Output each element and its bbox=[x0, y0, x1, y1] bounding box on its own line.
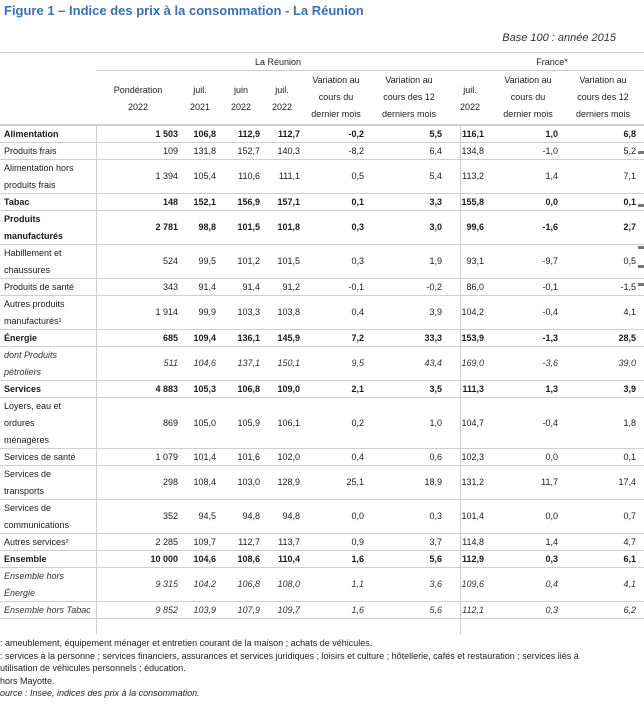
column-header-fr-juil2022 bbox=[448, 82, 492, 116]
header-line: Variation au bbox=[312, 75, 360, 85]
cell-juin2022: 105,9 bbox=[237, 417, 260, 428]
column-header-var-mois bbox=[302, 72, 370, 123]
header-line: Variation au bbox=[385, 75, 433, 85]
source-note: ource : Insee, indices des prix à la consommation. bbox=[0, 688, 200, 698]
cell-juin2022: 112,7 bbox=[238, 536, 260, 547]
row-label-line: Tabac bbox=[4, 196, 30, 207]
row-label bbox=[4, 466, 92, 499]
cell-ponderation: 1 394 bbox=[155, 171, 178, 181]
cell-juil2022: 113,7 bbox=[278, 536, 300, 547]
header-line: Variation au bbox=[579, 75, 627, 85]
cell-juil2021: 106,8 bbox=[193, 128, 216, 139]
header-line: cours des 12 bbox=[383, 92, 435, 102]
column-header-fr-var-mois bbox=[492, 72, 564, 123]
cell-juil2021: 109,7 bbox=[193, 536, 216, 547]
row-label bbox=[4, 160, 92, 193]
cell-juil2021: 99,5 bbox=[198, 256, 216, 266]
row-label bbox=[4, 330, 92, 346]
row-label-line: Produits frais bbox=[4, 145, 57, 156]
row-label-line: ordures bbox=[4, 417, 35, 428]
cell-var-mois: 0,3 bbox=[351, 222, 364, 232]
row-label bbox=[4, 347, 92, 380]
cell-juil2021: 104,6 bbox=[193, 358, 216, 368]
cell-juin2022: 101,6 bbox=[237, 451, 260, 462]
cell-juil2022: 102,0 bbox=[277, 451, 300, 462]
cell-var-mois: 1,1 bbox=[351, 579, 364, 589]
cell-juil2022: 103,8 bbox=[277, 307, 300, 317]
cell-var-mois: 0,4 bbox=[351, 451, 364, 462]
row-label bbox=[4, 398, 92, 448]
cell-fr-var-mois: -1,3 bbox=[542, 332, 558, 343]
column-header-ponderation bbox=[96, 82, 180, 116]
row-label-line: Autres services² bbox=[4, 536, 69, 547]
scroll-mark bbox=[638, 265, 644, 268]
cell-juil2022: 140,3 bbox=[277, 145, 300, 156]
cell-juil2022: 112,7 bbox=[277, 128, 300, 139]
row-label-line: produits frais bbox=[4, 179, 56, 190]
cell-var-mois: 1,6 bbox=[351, 553, 364, 564]
cell-var-12: 1,0 bbox=[429, 417, 442, 428]
cell-fr-var-mois: 0,0 bbox=[545, 451, 558, 462]
cell-var-mois: 0,4 bbox=[351, 307, 364, 317]
cell-var-mois: 0,0 bbox=[351, 511, 364, 521]
cell-var-12: 6,4 bbox=[429, 145, 442, 156]
header-line: cours des 12 bbox=[577, 92, 629, 102]
cell-juil2022: 145,9 bbox=[277, 332, 300, 343]
cell-juin2022: 106,8 bbox=[237, 579, 260, 589]
cell-juil2022: 109,7 bbox=[277, 604, 300, 615]
row-label-line: Ensemble hors bbox=[4, 570, 65, 581]
cell-fr-var-mois: -3,6 bbox=[542, 358, 558, 368]
cell-fr-var-12: 5,2 bbox=[623, 145, 636, 156]
cell-fr-var-mois: 1,0 bbox=[545, 128, 558, 139]
row-label bbox=[4, 500, 92, 533]
cell-fr-var-12: -1,5 bbox=[620, 281, 636, 292]
cell-juin2022: 101,2 bbox=[237, 256, 260, 266]
cell-fr-var-12: 6,8 bbox=[623, 128, 636, 139]
cell-ponderation: 2 285 bbox=[155, 536, 178, 547]
cell-fr-juil2022: 101,4 bbox=[461, 511, 484, 521]
cell-juin2022: 103,0 bbox=[237, 477, 260, 487]
row-label bbox=[4, 551, 92, 567]
cell-fr-juil2022: 116,1 bbox=[461, 128, 484, 139]
cell-var-mois: 2,1 bbox=[351, 383, 364, 394]
column-separator bbox=[460, 124, 461, 634]
cell-var-mois: 1,6 bbox=[351, 604, 364, 615]
footnotes bbox=[0, 637, 644, 700]
cell-juin2022: 106,8 bbox=[237, 383, 260, 394]
cell-fr-var-mois: -0,4 bbox=[542, 417, 558, 428]
cell-fr-var-12: 0,1 bbox=[623, 451, 636, 462]
cell-juil2022: 111,1 bbox=[278, 171, 300, 181]
column-header-var-12 bbox=[370, 72, 448, 123]
column-header-juin2022 bbox=[220, 82, 262, 116]
cell-var-mois: 0,1 bbox=[351, 196, 364, 207]
cell-fr-var-mois: 0,3 bbox=[545, 604, 558, 615]
row-label bbox=[4, 449, 92, 465]
header-line: derniers mois bbox=[575, 109, 631, 119]
cell-juil2022: 101,5 bbox=[277, 256, 300, 266]
cell-fr-var-12: 0,7 bbox=[623, 511, 636, 521]
cell-fr-juil2022: 109,6 bbox=[461, 579, 484, 589]
row-label-line: Loyers, eau et bbox=[4, 400, 62, 411]
cell-fr-var-12: 3,9 bbox=[623, 383, 636, 394]
cell-fr-var-12: 4,1 bbox=[623, 307, 636, 317]
cell-juin2022: 137,1 bbox=[237, 358, 260, 368]
cell-var-12: 5,5 bbox=[429, 128, 442, 139]
cell-var-mois: 0,9 bbox=[351, 536, 364, 547]
header-line: dernier mois bbox=[503, 109, 553, 119]
cell-juin2022: 136,1 bbox=[237, 332, 260, 343]
divider bbox=[0, 52, 644, 53]
cell-juil2022: 94,8 bbox=[282, 511, 300, 521]
header-line: 2022 bbox=[230, 102, 252, 112]
cell-fr-var-mois: 0,3 bbox=[545, 553, 558, 564]
cell-juin2022: 101,5 bbox=[237, 222, 260, 232]
header-line: juil. bbox=[193, 85, 207, 95]
row-label-line: ménagères bbox=[4, 434, 50, 445]
cell-juil2021: 105,0 bbox=[193, 417, 216, 428]
cell-var-mois: -0,2 bbox=[348, 128, 364, 139]
row-label bbox=[4, 194, 92, 210]
figure-title: Figure 1 – Indice des prix à la consommation - La Réunion bbox=[4, 3, 364, 18]
cell-var-mois: 0,5 bbox=[351, 171, 364, 181]
cell-var-12: 3,0 bbox=[429, 222, 442, 232]
cell-juil2021: 98,8 bbox=[198, 222, 216, 232]
cell-fr-var-12: 0,1 bbox=[623, 196, 636, 207]
cell-fr-juil2022: 131,2 bbox=[461, 477, 484, 487]
scroll-mark bbox=[638, 246, 644, 249]
cell-fr-var-12: 0,5 bbox=[623, 256, 636, 266]
cell-fr-juil2022: 99,6 bbox=[466, 222, 484, 232]
cell-fr-var-mois: 0,0 bbox=[545, 196, 558, 207]
cell-juil2021: 108,4 bbox=[193, 477, 216, 487]
cell-fr-var-mois: 0,0 bbox=[545, 511, 558, 521]
row-label bbox=[4, 211, 92, 244]
cell-ponderation: 10 000 bbox=[150, 553, 178, 564]
cell-fr-juil2022: 104,7 bbox=[461, 417, 484, 428]
cell-ponderation: 9 315 bbox=[155, 579, 178, 589]
divider bbox=[96, 70, 644, 71]
cell-juil2021: 152,1 bbox=[193, 196, 216, 207]
cell-var-mois: -0,1 bbox=[348, 281, 364, 292]
row-label bbox=[4, 279, 92, 295]
cell-var-mois: 0,2 bbox=[351, 417, 364, 428]
header-line: 2021 bbox=[189, 102, 211, 112]
cell-ponderation: 869 bbox=[162, 417, 178, 428]
row-label-line: Alimentation bbox=[4, 128, 59, 139]
cell-juin2022: 91,4 bbox=[242, 281, 260, 292]
cell-ponderation: 2 781 bbox=[155, 222, 178, 232]
cell-fr-var-12: 6,1 bbox=[623, 553, 636, 564]
cell-fr-var-12: 6,2 bbox=[623, 604, 636, 615]
cell-var-12: 3,5 bbox=[429, 383, 442, 394]
row-label-line: communications bbox=[4, 519, 70, 530]
cell-juin2022: 107,9 bbox=[237, 604, 260, 615]
cell-juin2022: 103,3 bbox=[237, 307, 260, 317]
row-label-line: Services de bbox=[4, 468, 52, 479]
cell-juin2022: 110,6 bbox=[238, 171, 260, 181]
cell-juil2021: 101,4 bbox=[193, 451, 216, 462]
row-label-line: manufacturés¹ bbox=[4, 315, 62, 326]
row-label-line: chaussures bbox=[4, 264, 51, 275]
scroll-mark bbox=[638, 283, 644, 286]
cell-juil2021: 105,4 bbox=[193, 171, 216, 181]
row-label-line: Énergie bbox=[4, 587, 36, 598]
cell-fr-var-12: 7,1 bbox=[623, 171, 636, 181]
cell-ponderation: 685 bbox=[162, 332, 178, 343]
cell-var-mois: 9,5 bbox=[351, 358, 364, 368]
cell-fr-var-mois: -0,4 bbox=[542, 307, 558, 317]
column-header-juil2021 bbox=[180, 82, 220, 116]
header-line: Variation au bbox=[504, 75, 552, 85]
group-header-reunion: La Réunion bbox=[254, 57, 302, 67]
cell-juil2022: 109,0 bbox=[277, 383, 300, 394]
row-label-line: Alimentation hors bbox=[4, 162, 74, 173]
cell-ponderation: 511 bbox=[163, 358, 178, 368]
row-label-line: transports bbox=[4, 485, 45, 496]
cell-juil2022: 101,8 bbox=[277, 222, 300, 232]
cell-fr-juil2022: 111,3 bbox=[462, 383, 484, 394]
row-label-line: pétroliers bbox=[4, 366, 42, 377]
cell-fr-var-12: 4,7 bbox=[623, 536, 636, 547]
cell-fr-var-12: 4,1 bbox=[623, 579, 636, 589]
cell-fr-var-mois: 1,4 bbox=[545, 171, 558, 181]
column-header-fr-var-12 bbox=[564, 72, 642, 123]
cell-var-12: 1,9 bbox=[429, 256, 442, 266]
cell-fr-var-mois: 1,4 bbox=[545, 536, 558, 547]
header-line: cours du bbox=[318, 92, 354, 102]
cell-fr-var-mois: -1,6 bbox=[542, 222, 558, 232]
cell-ponderation: 352 bbox=[162, 511, 178, 521]
cell-juil2021: 103,9 bbox=[193, 604, 216, 615]
cell-juil2022: 106,1 bbox=[277, 417, 300, 428]
cell-var-12: 5,4 bbox=[429, 171, 442, 181]
cell-fr-var-12: 2,7 bbox=[623, 222, 636, 232]
header-line: 2022 bbox=[271, 102, 293, 112]
cell-juil2022: 91,2 bbox=[282, 281, 300, 292]
cell-var-12: 3,3 bbox=[429, 196, 442, 207]
row-label-line: Services de santé bbox=[4, 451, 76, 462]
column-header-juil2022 bbox=[262, 82, 302, 116]
cell-var-12: -0,2 bbox=[426, 281, 442, 292]
cell-ponderation: 1 503 bbox=[155, 128, 178, 139]
cell-juin2022: 94,8 bbox=[242, 511, 260, 521]
cell-juil2021: 94,5 bbox=[198, 511, 216, 521]
cell-var-12: 3,7 bbox=[429, 536, 442, 547]
row-label-line: dont Produits bbox=[4, 349, 58, 360]
cell-juil2021: 104,6 bbox=[193, 553, 216, 564]
scroll-mark bbox=[638, 151, 644, 154]
header-line: derniers mois bbox=[381, 109, 437, 119]
cell-juin2022: 152,7 bbox=[237, 145, 260, 156]
cell-ponderation: 109 bbox=[162, 145, 178, 156]
footnote-2: : services à la personne ; services financiers, assurances et services juridiques ; loisirs et culture ; hôtellerie, cafés et restauration ; services liés à bbox=[0, 650, 579, 661]
footnote-3: hors Mayotte. bbox=[0, 675, 55, 686]
cell-juin2022: 108,6 bbox=[237, 553, 260, 564]
cell-fr-juil2022: 155,8 bbox=[461, 196, 484, 207]
cell-fr-juil2022: 86,0 bbox=[466, 281, 484, 292]
row-label bbox=[4, 568, 92, 601]
footnote-2-cont: utilisation de véhicules personnels ; éducation. bbox=[0, 663, 186, 673]
row-label-line: Services de bbox=[4, 502, 52, 513]
cell-fr-var-12: 17,4 bbox=[618, 477, 636, 487]
cell-fr-var-12: 1,8 bbox=[623, 417, 636, 428]
row-label bbox=[4, 126, 92, 142]
cell-var-12: 0,6 bbox=[429, 451, 442, 462]
cell-var-mois: 7,2 bbox=[351, 332, 364, 343]
cell-fr-var-12: 39,0 bbox=[618, 358, 636, 368]
cell-var-12: 5,6 bbox=[429, 604, 442, 615]
header-line: juin bbox=[233, 85, 248, 95]
cell-var-12: 5,6 bbox=[429, 553, 442, 564]
header-line: Pondération bbox=[113, 85, 163, 95]
cell-var-mois: 0,3 bbox=[351, 256, 364, 266]
cell-juil2022: 128,9 bbox=[277, 477, 300, 487]
cell-var-12: 18,9 bbox=[424, 477, 442, 487]
cell-ponderation: 9 852 bbox=[155, 604, 178, 615]
cell-juin2022: 112,9 bbox=[237, 128, 260, 139]
cell-ponderation: 298 bbox=[162, 477, 178, 487]
cell-juil2022: 150,1 bbox=[277, 358, 300, 368]
row-label-line: Produits bbox=[4, 213, 41, 224]
row-label bbox=[4, 381, 92, 397]
cell-var-12: 43,4 bbox=[424, 358, 442, 368]
cell-fr-var-mois: 0,4 bbox=[545, 579, 558, 589]
row-label-line: Services bbox=[4, 383, 42, 394]
cell-fr-juil2022: 93,1 bbox=[466, 256, 484, 266]
cell-juil2022: 108,0 bbox=[277, 579, 300, 589]
cell-ponderation: 1 079 bbox=[155, 451, 178, 462]
header-line: cours du bbox=[510, 92, 546, 102]
cell-juil2021: 105,3 bbox=[193, 383, 216, 394]
header-line: 2022 bbox=[459, 102, 481, 112]
cell-fr-juil2022: 114,8 bbox=[462, 536, 484, 547]
cell-juin2022: 156,9 bbox=[237, 196, 260, 207]
cell-ponderation: 1 914 bbox=[155, 307, 178, 317]
row-label bbox=[4, 143, 92, 159]
cell-var-mois: -8,2 bbox=[348, 145, 364, 156]
cell-juil2021: 91,4 bbox=[198, 281, 216, 292]
cell-fr-juil2022: 113,2 bbox=[462, 171, 484, 181]
cell-fr-juil2022: 153,9 bbox=[461, 332, 484, 343]
cell-var-12: 3,9 bbox=[429, 307, 442, 317]
cell-ponderation: 4 883 bbox=[155, 383, 178, 394]
header-line: juil. bbox=[275, 85, 289, 95]
header-line: dernier mois bbox=[311, 109, 361, 119]
cell-juil2021: 104,2 bbox=[193, 579, 216, 589]
cell-fr-var-mois: -0,1 bbox=[542, 281, 558, 292]
row-label-line: Autres produits bbox=[4, 298, 65, 309]
cell-juil2021: 99,9 bbox=[198, 307, 216, 317]
cell-var-12: 3,6 bbox=[429, 579, 442, 589]
cell-fr-var-mois: -1,0 bbox=[542, 145, 558, 156]
cell-fr-var-mois: -9,7 bbox=[542, 256, 558, 266]
header-line: 2022 bbox=[127, 102, 149, 112]
cell-juil2022: 157,1 bbox=[277, 196, 300, 207]
cell-fr-juil2022: 169,0 bbox=[461, 358, 484, 368]
row-label-line: manufacturés bbox=[4, 230, 64, 241]
column-separator bbox=[96, 124, 97, 634]
row-label-line: Habillement et bbox=[4, 247, 62, 258]
cell-juil2021: 109,4 bbox=[193, 332, 216, 343]
cell-fr-var-12: 28,5 bbox=[618, 332, 636, 343]
cell-fr-var-mois: 1,3 bbox=[545, 383, 558, 394]
cell-fr-juil2022: 112,1 bbox=[462, 604, 484, 615]
cell-fr-var-mois: 11,7 bbox=[541, 477, 558, 487]
cell-var-mois: 25,1 bbox=[346, 477, 364, 487]
row-label bbox=[4, 245, 92, 278]
row-label bbox=[4, 296, 92, 329]
cell-fr-juil2022: 104,2 bbox=[461, 307, 484, 317]
cell-var-12: 33,3 bbox=[424, 332, 442, 343]
cell-ponderation: 524 bbox=[162, 256, 178, 266]
cell-juil2021: 131,8 bbox=[193, 145, 216, 156]
row-label-line: Ensemble bbox=[4, 553, 47, 564]
row-label-line: Produits de santé bbox=[4, 281, 75, 292]
cell-fr-juil2022: 134,8 bbox=[461, 145, 484, 156]
base-note: Base 100 : année 2015 bbox=[502, 32, 616, 44]
cell-fr-juil2022: 112,9 bbox=[461, 553, 484, 564]
cell-ponderation: 148 bbox=[162, 196, 178, 207]
cell-var-12: 0,3 bbox=[429, 511, 442, 521]
cell-juil2022: 110,4 bbox=[277, 553, 300, 564]
cell-fr-juil2022: 102,3 bbox=[461, 451, 484, 462]
row-label-line: Ensemble hors Tabac bbox=[4, 604, 91, 615]
scroll-mark bbox=[638, 204, 644, 207]
row-label bbox=[4, 602, 92, 618]
row-label-line: Énergie bbox=[4, 332, 38, 343]
group-header-france: France* bbox=[536, 57, 568, 67]
footnote-1: : ameublement, équipement ménager et entretien courant de la maison ; achats de véhicules. bbox=[0, 638, 373, 648]
cell-ponderation: 343 bbox=[162, 281, 178, 292]
header-line: juil. bbox=[463, 85, 477, 95]
row-label bbox=[4, 534, 92, 550]
